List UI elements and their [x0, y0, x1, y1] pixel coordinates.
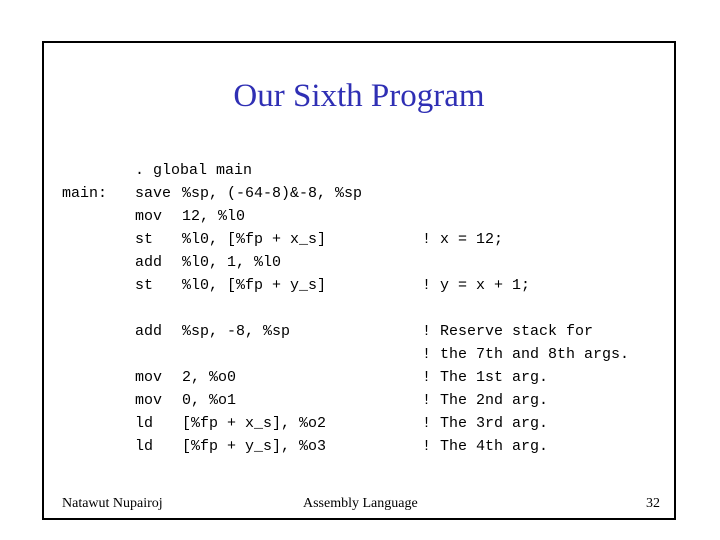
code-comment: ! y = x + 1;: [422, 277, 531, 294]
code-comment: ! The 4th arg.: [422, 438, 549, 455]
code-args: [%fp + x_s], %o2: [182, 415, 327, 432]
code-label: main:: [62, 185, 108, 202]
footer-course: Assembly Language: [303, 496, 418, 511]
code-op: mov: [135, 208, 163, 225]
code-comment: ! Reserve stack for: [422, 323, 594, 340]
code-op: . global main: [135, 162, 253, 179]
code-args: 12, %l0: [182, 208, 246, 225]
footer-page-number: 32: [646, 496, 660, 511]
code-comment: ! The 2nd arg.: [422, 392, 549, 409]
code-op: mov: [135, 369, 163, 386]
code-args: %sp, (-64-8)&-8, %sp: [182, 185, 363, 202]
code-op: st: [135, 277, 154, 294]
code-args: 0, %o1: [182, 392, 237, 409]
code-comment: ! The 1st arg.: [422, 369, 549, 386]
code-op: ld: [135, 415, 154, 432]
code-op: add: [135, 323, 163, 340]
footer-author: Natawut Nupairoj: [62, 496, 163, 511]
code-op: save: [135, 185, 172, 202]
code-args: %l0, [%fp + y_s]: [182, 277, 327, 294]
code-args: 2, %o0: [182, 369, 237, 386]
code-args: %l0, [%fp + x_s]: [182, 231, 327, 248]
code-args: [%fp + y_s], %o3: [182, 438, 327, 455]
slide: [42, 41, 676, 520]
code-args: %sp, -8, %sp: [182, 323, 291, 340]
code-comment: ! x = 12;: [422, 231, 504, 248]
code-comment: ! The 3rd arg.: [422, 415, 549, 432]
code-op: st: [135, 231, 154, 248]
code-op: mov: [135, 392, 163, 409]
code-op: add: [135, 254, 163, 271]
code-op: ld: [135, 438, 154, 455]
slide-title: Our Sixth Program: [233, 78, 485, 114]
code-comment: ! the 7th and 8th args.: [422, 346, 630, 363]
code-args: %l0, 1, %l0: [182, 254, 282, 271]
